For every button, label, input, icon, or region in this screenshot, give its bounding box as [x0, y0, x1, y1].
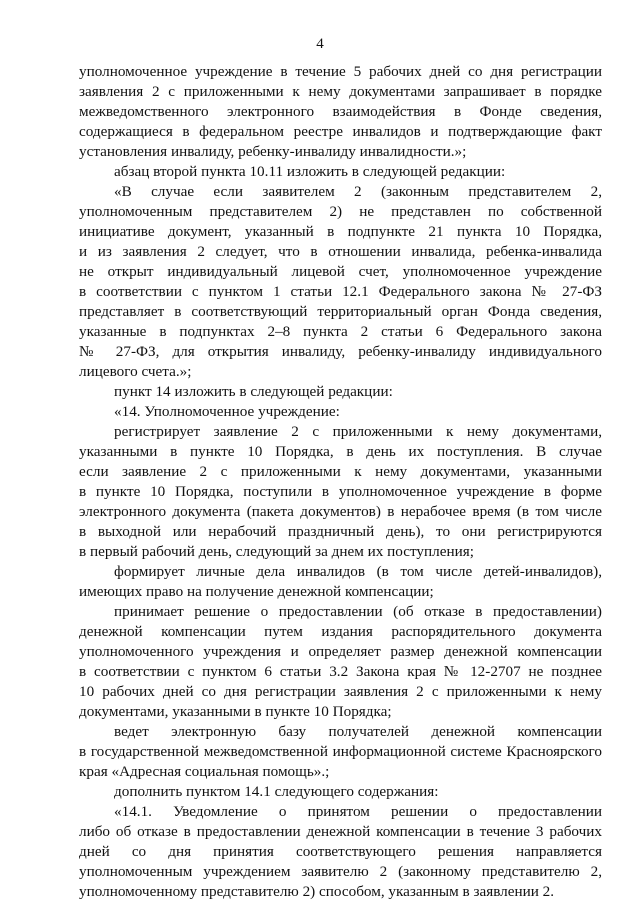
- text-line: не открыт индивидуальный лицевой счет, уполномоченное учреждение: [79, 263, 602, 280]
- text-line: края «Адресная социальная помощь».;: [79, 763, 330, 780]
- text-line: формирует личные дела инвалидов (в том числе детей-инвалидов),: [114, 563, 602, 580]
- text-line: в пункте 10 Порядка, поступили в уполномоченное учреждение в форме: [79, 483, 602, 500]
- text-line: уполномоченное учреждение в течение 5 рабочих дней со дня регистрации: [79, 63, 602, 80]
- text-line: «14. Уполномоченное учреждение:: [114, 403, 340, 420]
- text-line: в соответствии с пунктом 1 статьи 12.1 Федерального закона № 27-ФЗ: [79, 283, 602, 300]
- text-line: ведет электронную базу получателей денежной компенсации: [114, 723, 602, 740]
- text-line: уполномоченного учреждения и определяет размер денежной компенсации: [79, 643, 602, 660]
- text-line: установления инвалиду, ребенку-инвалиду инвалидности.»;: [79, 143, 467, 160]
- text-line: документами, указанными в пункте 10 Порядка;: [79, 703, 392, 720]
- text-line: регистрирует заявление 2 с приложенными к нему документами,: [114, 423, 602, 440]
- text-line: представляет в соответствующий территориальный орган Фонда сведения,: [79, 303, 602, 320]
- text-line: в первый рабочий день, следующий за днем их поступления;: [79, 543, 474, 560]
- text-line: содержащиеся в федеральном реестре инвалидов и подтверждающие факт: [79, 123, 602, 140]
- page-number: 4: [316, 36, 324, 52]
- text-line: либо об отказе в предоставлении денежной компенсации в течение 3 рабочих: [79, 823, 602, 840]
- text-line: уполномоченным учреждением заявителю 2 (законному представителю 2,: [79, 863, 602, 880]
- text-line: принимает решение о предоставлении (об отказе в предоставлении): [114, 603, 602, 620]
- text-line: пункт 14 изложить в следующей редакции:: [114, 383, 393, 400]
- text-line: «В случае если заявителем 2 (законным представителем 2,: [114, 183, 602, 200]
- text-line: имеющих право на получение денежной компенсации;: [79, 583, 434, 600]
- text-line: и из заявления 2 следует, что в отношении инвалида, ребенка-инвалида: [79, 243, 602, 260]
- text-line: № 27-ФЗ, для открытия инвалиду, ребенку-инвалиду индивидуального: [79, 343, 602, 360]
- text-line: межведомственного электронного взаимодействия в Фонде сведения,: [79, 103, 602, 120]
- text-line: электронного документа (пакета документов) в нерабочее время (в том числе: [79, 503, 602, 520]
- text-line: в выходной или нерабочий праздничный день), то они регистрируются: [79, 523, 602, 540]
- text-line: дней со дня принятия соответствующего решения направляется: [79, 843, 602, 860]
- text-line: уполномоченному представителю 2) способом, указанным в заявлении 2.: [79, 883, 555, 900]
- text-line: лицевого счета.»;: [79, 363, 192, 380]
- text-line: 10 рабочих дней со дня регистрации заявления 2 с приложенными к нему: [79, 683, 602, 700]
- text-line: заявления 2 с приложенными к нему документами запрашивает в порядке: [79, 83, 602, 100]
- text-line: указанные в подпунктах 2–8 пункта 2 статьи 6 Федерального закона: [79, 323, 602, 340]
- text-line: указанными в пункте 10 Порядка, в день их поступления. В случае: [79, 443, 602, 460]
- text-line: абзац второй пункта 10.11 изложить в следующей редакции:: [114, 163, 506, 180]
- text-line: дополнить пунктом 14.1 следующего содержания:: [114, 783, 439, 800]
- text-line: уполномоченным представителем 2) не представлен по собственной: [79, 203, 602, 220]
- text-line: инициативе документ, указанный в подпункте 21 пункта 10 Порядка,: [79, 223, 602, 240]
- text-line: денежной компенсации путем издания распорядительного документа: [79, 623, 602, 640]
- text-line: в государственной межведомственной информационной системе Красноярского: [79, 743, 602, 760]
- text-line: в соответствии с пунктом 6 статьи 3.2 Закона края № 12-2707 не позднее: [79, 663, 602, 680]
- text-line: «14.1. Уведомление о принятом решении о предоставлении: [114, 803, 602, 820]
- text-line: если заявление 2 с приложенными к нему документами, указанными: [79, 463, 602, 480]
